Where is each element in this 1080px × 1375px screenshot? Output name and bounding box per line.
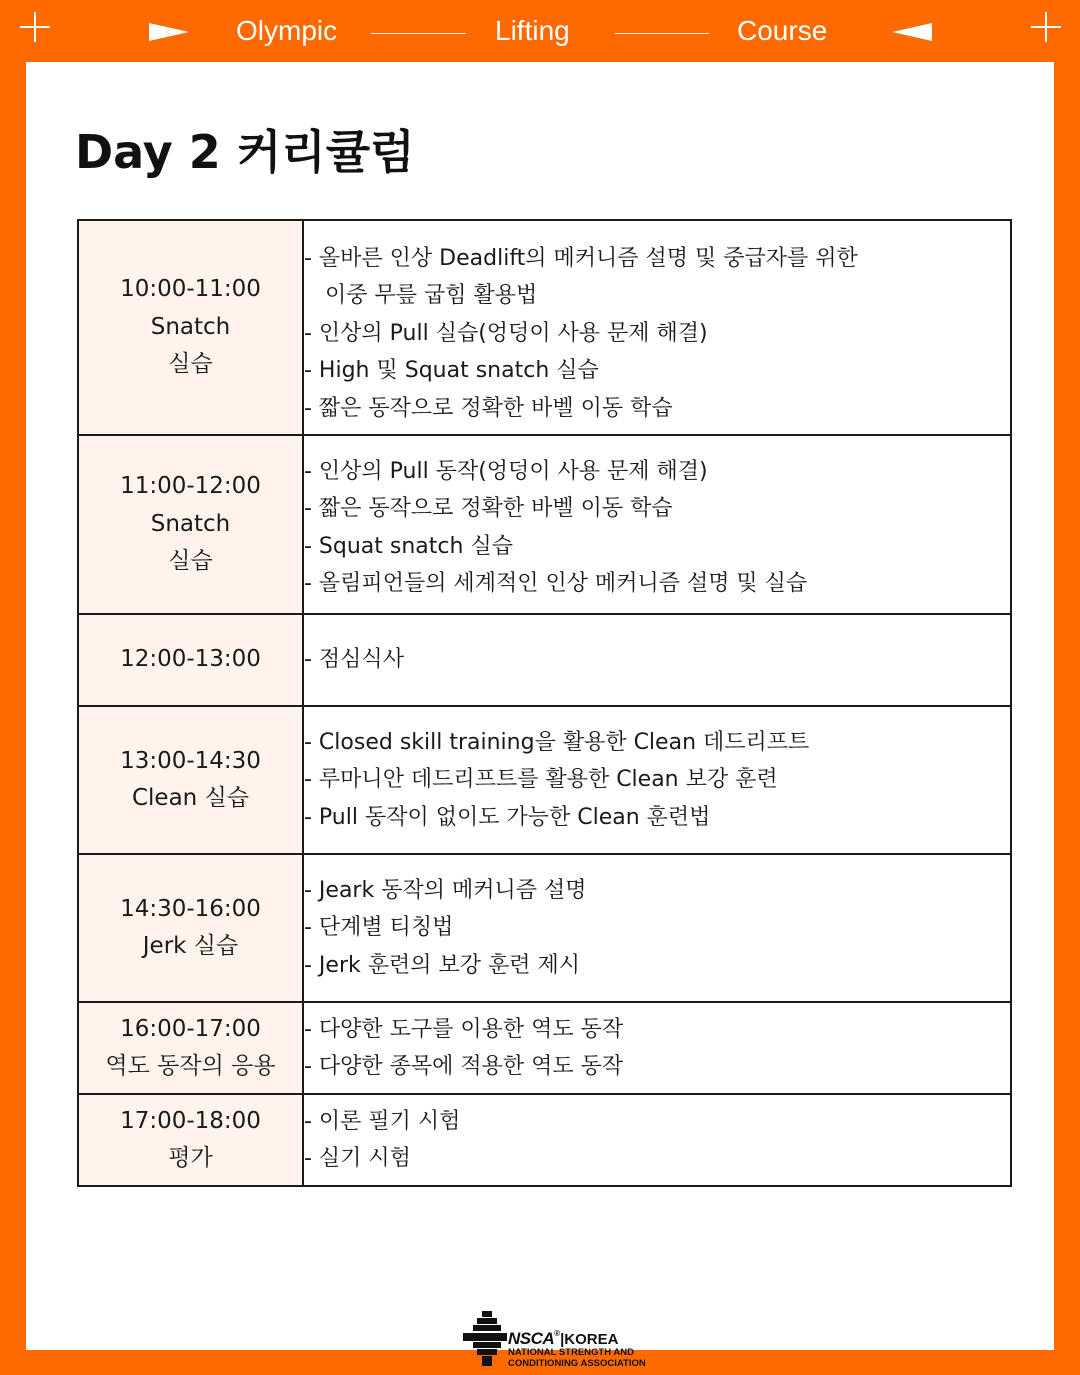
time-range: 16:00-17:00 [120, 1015, 261, 1042]
curriculum-item: - Jerk 훈련의 보강 훈련 제시 [304, 952, 580, 978]
logo-subtitle [508, 1347, 646, 1369]
time-range: 12:00-13:00 [120, 646, 261, 673]
curriculum-item: - 점심식사 [304, 647, 404, 673]
curriculum-item: - 인상의 Pull 동작(엉덩이 사용 문제 해결) [304, 458, 708, 484]
nsca-emblem-icon [463, 1311, 507, 1371]
description-cell [303, 614, 1011, 706]
logo-subtitle-line2: CONDITIONING ASSOCIATION [508, 1358, 646, 1369]
session-label: Jerk 실습 [142, 933, 239, 959]
time-cell [78, 706, 303, 854]
schedule-row [78, 854, 1011, 1002]
curriculum-item: - 올림피언들의 세계적인 인상 메커니즘 설명 및 실습 [304, 571, 808, 596]
logo-reg: ® [554, 1329, 561, 1338]
session-label: Clean 실습 [131, 785, 250, 811]
arrow-left-icon [892, 23, 932, 41]
curriculum-table [77, 219, 1012, 1187]
logo-wordmark: NSCA®|KOREA [508, 1329, 619, 1348]
logo-brand: NSCA [508, 1329, 555, 1348]
banner-divider [615, 33, 709, 34]
description-cell [303, 220, 1011, 435]
session-label: 실습 [168, 351, 213, 378]
curriculum-item: - Pull 동작이 없이도 가능한 Clean 훈련법 [304, 804, 711, 830]
time-range: 13:00-14:30 [120, 747, 261, 774]
curriculum-item: - Squat snatch 실습 [304, 533, 513, 559]
nsca-korea-logo [463, 1311, 673, 1371]
curriculum-item: - 이론 필기 시험 [304, 1108, 461, 1134]
curriculum-item: 이중 무릎 굽힘 활용법 [304, 283, 538, 309]
logo-subtitle-line1: NATIONAL STRENGTH AND [508, 1347, 634, 1358]
schedule-row [78, 435, 1011, 614]
time-cell [78, 435, 303, 614]
schedule-row [78, 614, 1011, 706]
time-range: 17:00-18:00 [120, 1107, 261, 1134]
content-card [26, 62, 1054, 1369]
time-range: 10:00-11:00 [120, 276, 261, 303]
curriculum-item: - 올바른 인상 Deadlift의 메커니즘 설명 및 중급자를 위한 [304, 245, 858, 271]
session-label: Snatch [150, 510, 231, 537]
time-cell [78, 220, 303, 435]
schedule-row [78, 1094, 1011, 1186]
schedule-row [78, 220, 1011, 435]
description-cell [303, 1002, 1011, 1094]
curriculum-item: - 짧은 동작으로 정확한 바벨 이동 학습 [304, 395, 673, 421]
curriculum-item: - 단계별 티칭법 [304, 915, 454, 941]
banner-divider [371, 33, 466, 34]
curriculum-item: - High 및 Squat snatch 실습 [304, 358, 599, 384]
curriculum-item: - 인상의 Pull 실습(엉덩이 사용 문제 해결) [304, 320, 708, 346]
curriculum-item: - Closed skill training을 활용한 Clean 데드리프트 [304, 729, 810, 755]
time-range: 11:00-12:00 [120, 473, 261, 500]
time-cell [78, 1094, 303, 1186]
page-title: Day 2 커리큘럼 [75, 125, 415, 179]
description-cell [303, 1094, 1011, 1186]
time-cell [78, 1002, 303, 1094]
curriculum-item: - Jeark 동작의 메커니즘 설명 [304, 877, 587, 903]
curriculum-item: - 짧은 동작으로 정확한 바벨 이동 학습 [304, 496, 673, 521]
description-cell [303, 435, 1011, 614]
time-cell [78, 854, 303, 1002]
time-range: 14:30-16:00 [120, 895, 261, 922]
curriculum-item: - 루마니안 데드리프트를 활용한 Clean 보강 훈련 [304, 767, 778, 793]
description-cell [303, 706, 1011, 854]
curriculum-item: - 다양한 종목에 적용한 역도 동작 [304, 1054, 624, 1079]
session-label: 평가 [168, 1145, 213, 1171]
plus-icon [20, 12, 50, 42]
curriculum-item: - 실기 시험 [304, 1146, 411, 1171]
plus-icon [1031, 12, 1061, 42]
schedule-row [78, 1002, 1011, 1094]
logo-country: KOREA [564, 1331, 619, 1348]
session-label: 실습 [168, 548, 213, 575]
time-cell [78, 614, 303, 706]
curriculum-item: - 다양한 도구를 이용한 역도 동작 [304, 1016, 624, 1042]
banner-word-lifting: Lifting [495, 15, 570, 46]
description-cell [303, 854, 1011, 1002]
top-banner [0, 0, 1080, 62]
banner-word-olympic: Olympic [236, 15, 338, 46]
session-label: 역도 동작의 응용 [105, 1053, 276, 1079]
banner-word-course: Course [737, 15, 828, 46]
schedule-row [78, 706, 1011, 854]
session-label: Snatch [150, 313, 231, 340]
arrow-right-icon [149, 23, 189, 41]
